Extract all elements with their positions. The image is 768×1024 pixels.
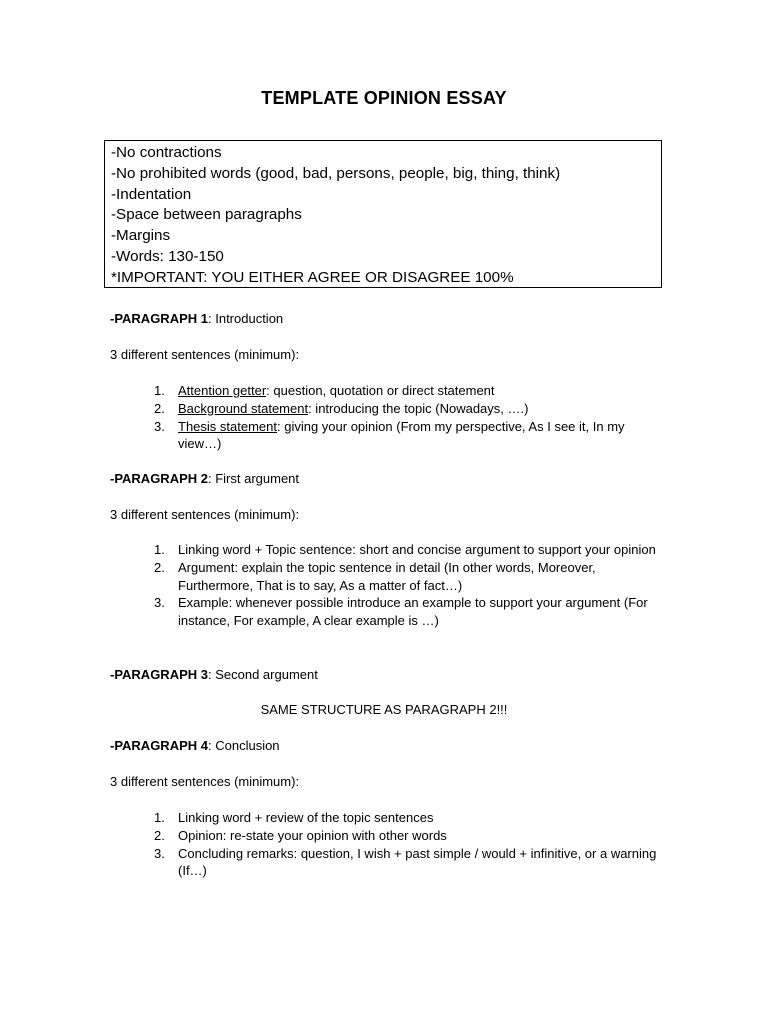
list-item bbox=[154, 809, 658, 827]
list-text: : question, quotation or direct statement bbox=[266, 383, 495, 398]
paragraph-1-desc: : Introduction bbox=[208, 311, 284, 326]
list-text: : giving your opinion (From my perspective, As I see it, In my view…) bbox=[178, 418, 625, 452]
paragraph-4-label: -PARAGRAPH 4 bbox=[110, 738, 208, 753]
list-number: 1. bbox=[154, 810, 165, 825]
list-number: 1. bbox=[154, 383, 165, 398]
list-term: Thesis statement bbox=[178, 418, 277, 434]
list-text: Example: whenever possible introduce an example to support your argument (For instance, For example, A clear example is …) bbox=[178, 595, 648, 629]
paragraph-3-desc: : Second argument bbox=[208, 667, 318, 682]
rule-item: -Words: 130-150 bbox=[111, 247, 224, 265]
paragraph-1-label: -PARAGRAPH 1 bbox=[110, 311, 208, 326]
paragraph-3-note: SAME STRUCTURE AS PARAGRAPH 2!!! bbox=[260, 702, 508, 717]
list-item bbox=[154, 418, 658, 454]
list-item bbox=[154, 827, 658, 845]
list-number: 3. bbox=[154, 845, 165, 861]
list-text: Opinion: re-state your opinion with other words bbox=[178, 827, 447, 843]
list-text: Concluding remarks: question, I wish + past simple / would + infinitive, or a warning (If…) bbox=[178, 845, 657, 879]
paragraph-2-label: -PARAGRAPH 2 bbox=[110, 471, 208, 486]
rule-item: -Margins bbox=[111, 227, 171, 245]
list-term: Attention getter bbox=[178, 383, 267, 398]
list-item bbox=[154, 594, 658, 630]
paragraph-4-list bbox=[154, 809, 658, 880]
list-item bbox=[154, 382, 658, 400]
paragraph-4-heading bbox=[110, 737, 280, 755]
list-text: Linking word + Topic sentence: short and concise argument to support your opinion bbox=[178, 542, 656, 557]
page-title: TEMPLATE OPINION ESSAY bbox=[261, 88, 507, 108]
list-item bbox=[154, 845, 658, 881]
list-text: Linking word + review of the topic sentences bbox=[178, 810, 434, 825]
rule-item: *IMPORTANT: YOU EITHER AGREE OR DISAGREE 100% bbox=[111, 268, 514, 286]
paragraph-1-heading bbox=[110, 310, 283, 328]
list-number: 2. bbox=[154, 400, 165, 416]
rule-item: -No contractions bbox=[111, 144, 222, 161]
rule-item: -Indentation bbox=[111, 185, 192, 203]
paragraph-4-desc: : Conclusion bbox=[208, 738, 280, 753]
list-text: Argument: explain the topic sentence in detail (In other words, Moreover, Furthermore, That is to say, As a matter of fact…) bbox=[178, 559, 596, 593]
rules-box bbox=[104, 140, 662, 288]
rule-item: -No prohibited words (good, bad, persons, people, big, thing, think) bbox=[111, 164, 561, 182]
rule-item: -Space between paragraphs bbox=[111, 206, 302, 224]
paragraph-4-intro: 3 different sentences (minimum): bbox=[110, 774, 300, 789]
list-number: 3. bbox=[154, 595, 165, 611]
list-text: : introducing the topic (Nowadays, ….) bbox=[308, 400, 529, 416]
list-item bbox=[154, 400, 658, 418]
list-number: 1. bbox=[154, 542, 165, 557]
list-item bbox=[154, 541, 658, 559]
list-number: 2. bbox=[154, 827, 165, 843]
paragraph-3-heading bbox=[110, 666, 318, 684]
list-item bbox=[154, 559, 658, 595]
list-term: Background statement bbox=[178, 400, 309, 416]
paragraph-3-label: -PARAGRAPH 3 bbox=[110, 667, 208, 682]
paragraph-2-list bbox=[154, 541, 658, 630]
list-number: 2. bbox=[154, 559, 165, 575]
paragraph-2-desc: : First argument bbox=[208, 471, 300, 486]
paragraph-1-list bbox=[154, 382, 658, 453]
list-number: 3. bbox=[154, 418, 165, 434]
paragraph-2-heading bbox=[110, 470, 299, 488]
paragraph-1-intro: 3 different sentences (minimum): bbox=[110, 347, 300, 362]
paragraph-2-intro: 3 different sentences (minimum): bbox=[110, 507, 300, 522]
